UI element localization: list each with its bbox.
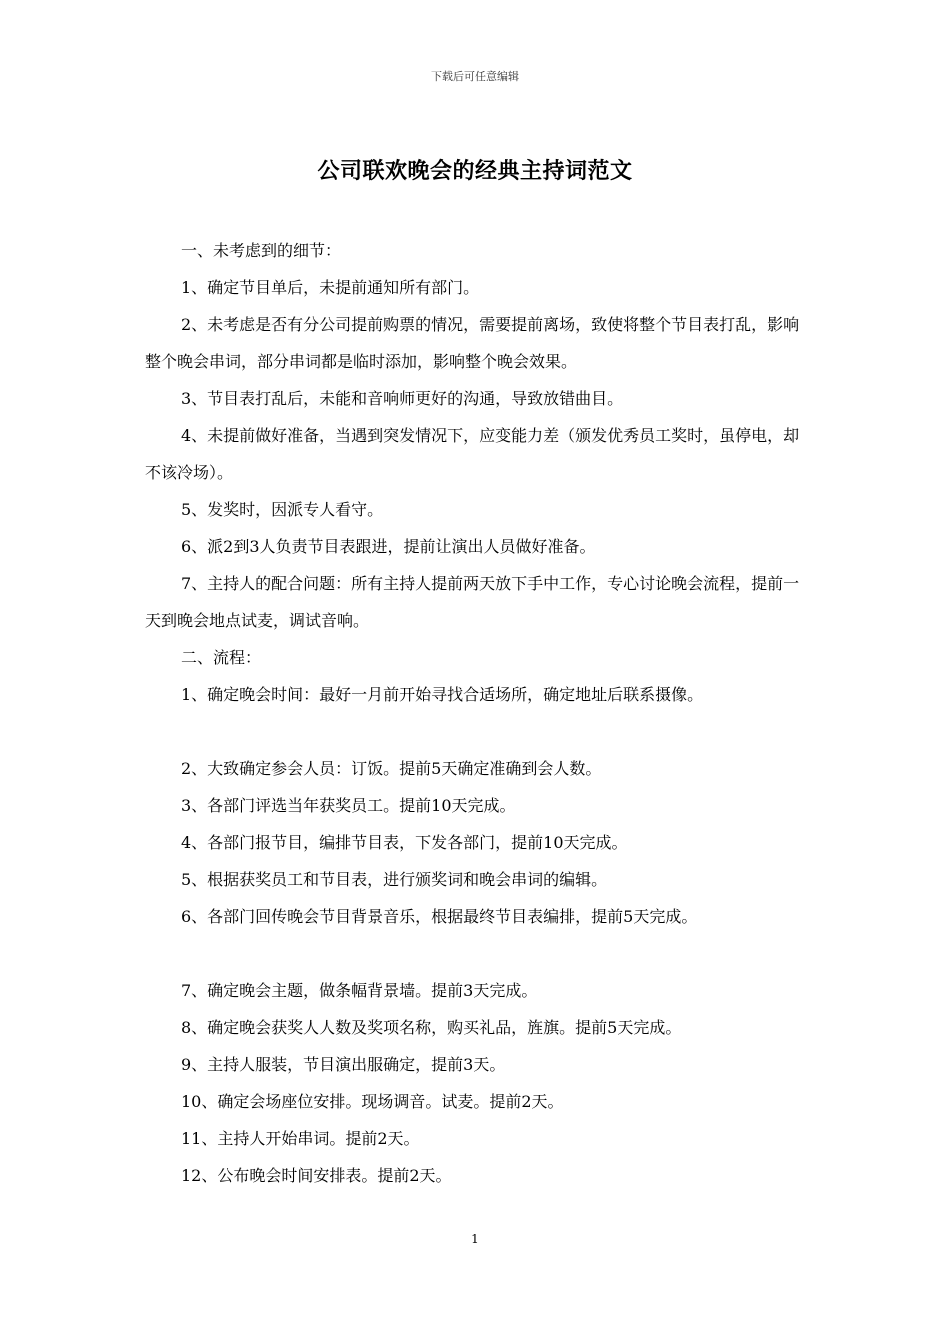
header-note: 下载后可任意编辑 [431,70,519,83]
paragraph: 1、确定节目单后，未提前通知所有部门。 [181,278,480,297]
paragraph: 2、未考虑是否有分公司提前购票的情况，需要提前离场，致使将整个节目表打乱，影响整个晚会串词，部分串词都是临时添加，影响整个晚会效果。 [145,315,800,371]
paragraph: 7、主持人的配合问题：所有主持人提前两天放下手中工作，专心讨论晚会流程，提前一天到晚会地点试麦，调试音响。 [145,574,800,630]
paragraph: 11、主持人开始串词。提前2天。 [181,1129,420,1148]
paragraph: 10、确定会场座位安排。现场调音。试麦。提前2天。 [181,1092,564,1111]
paragraph: 2、大致确定参会人员：订饭。提前5天确定准确到会人数。 [181,759,602,778]
paragraph: 7、确定晚会主题，做条幅背景墙。提前3天完成。 [181,981,538,1000]
paragraph: 12、公布晚会时间安排表。提前2天。 [181,1166,452,1185]
document-body [145,232,813,1194]
paragraph: 4、未提前做好准备，当遇到突发情况下，应变能力差（颁发优秀员工奖时，虽停电，却不该冷场）。 [145,426,800,482]
section-heading-process: 二、流程： [181,648,262,667]
paragraph: 4、各部门报节目，编排节目表，下发各部门，提前10天完成。 [181,833,628,852]
paragraph: 3、各部门评选当年获奖员工。提前10天完成。 [181,796,516,815]
paragraph: 6、派2到3人负责节目表跟进，提前让演出人员做好准备。 [181,537,596,556]
section-heading-details: 一、未考虑到的细节： [181,241,342,260]
paragraph: 3、节目表打乱后，未能和音响师更好的沟通，导致放错曲目。 [181,389,624,408]
paragraph: 6、各部门回传晚会节目背景音乐，根据最终节目表编排，提前5天完成。 [181,907,698,926]
paragraph: 5、发奖时，因派专人看守。 [181,500,384,519]
paragraph: 9、主持人服装，节目演出服确定，提前3天。 [181,1055,506,1074]
blank-line [145,713,813,750]
paragraph: 8、确定晚会获奖人人数及奖项名称，购买礼品，旌旗。提前5天完成。 [181,1018,682,1037]
page-number: 1 [471,1232,479,1246]
paragraph: 5、根据获奖员工和节目表，进行颁奖词和晚会串词的编辑。 [181,870,608,889]
blank-line [145,935,813,972]
paragraph: 1、确定晚会时间：最好一月前开始寻找合适场所，确定地址后联系摄像。 [181,685,704,704]
document-title: 公司联欢晚会的经典主持词范文 [317,158,633,184]
